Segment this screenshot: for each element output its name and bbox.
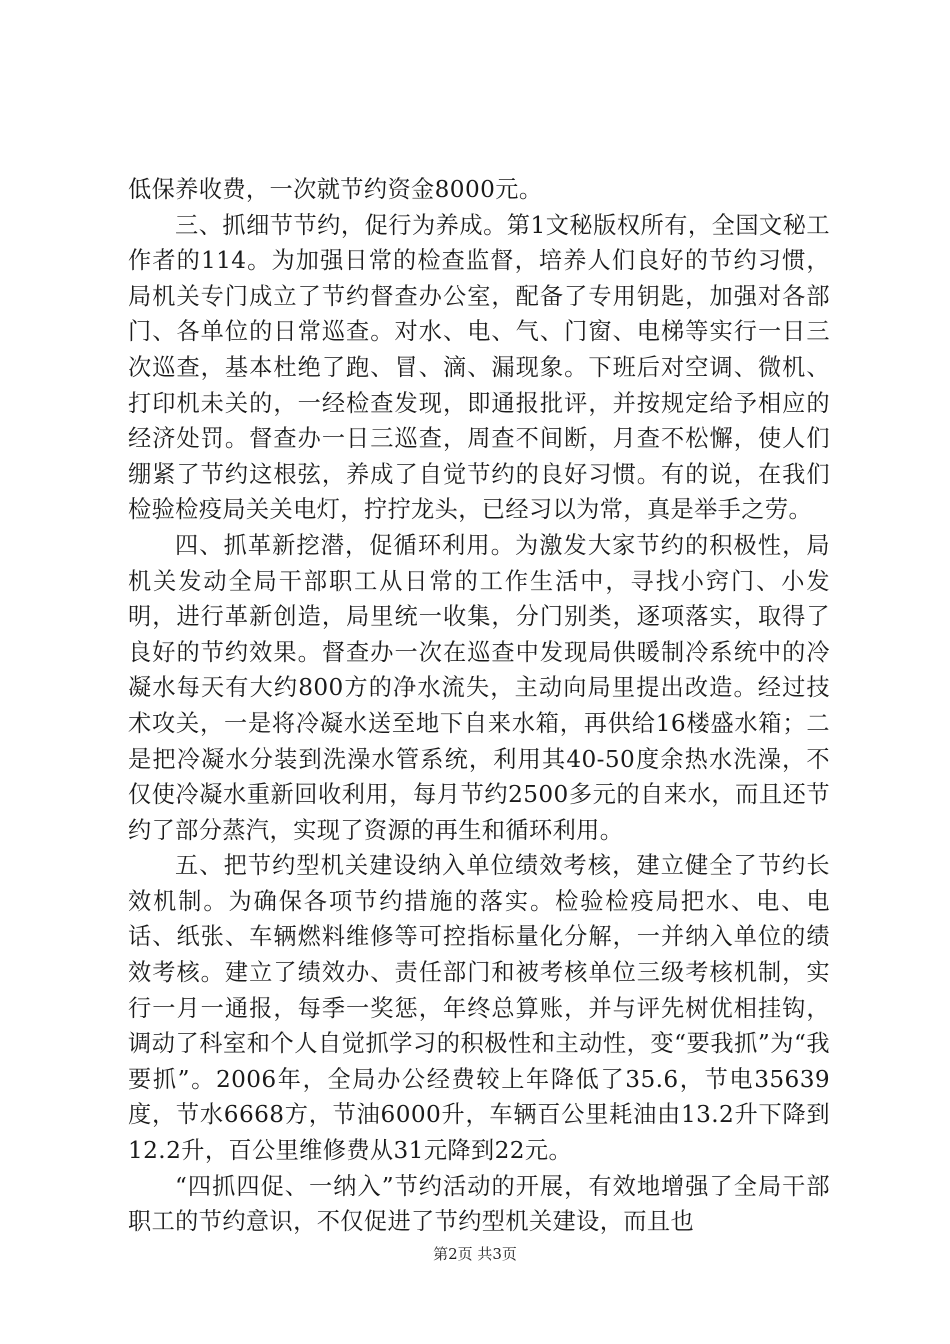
page-number-footer: 第2页 共3页 <box>433 1245 517 1263</box>
paragraph-section-four: 四、抓革新挖潜，促循环利用。为激发大家节约的积极性，局机关发动全局干部职工从日常的工作生活中，寻找小窍门、小发明，进行革新创造，局里统一收集，分门别类，逐项落实，取得了良好的节约效果。督查办一次在巡查中发现局供暖制冷系统中的冷凝水每天有大约800方的净水流失，主动向局里提出改造。经过技术攻关，一是将冷凝水送至地下自来水箱，再供给16楼盛水箱；二是把冷凝水分装到洗澡水管系统，利用其40-50度余热水洗澡，不仅使冷凝水重新回收利用，每月节约2500多元的自来水，而且还节约了部分蒸汽，实现了资源的再生和循环利用。 <box>128 531 830 844</box>
paragraph-section-five: 五、把节约型机关建设纳入单位绩效考核，建立健全了节约长效机制。为确保各项节约措施的落实。检验检疫局把水、电、电话、纸张、车辆燃料维修等可控指标量化分解，一并纳入单位的绩效考核。建立了绩效办、责任部门和被考核单位三级考核机制，实行一月一通报，每季一奖惩，年终总算账，并与评先树优相挂钩，调动了科室和个人自觉抓学习的积极性和主动性，变“要我抓”为“我要抓”。2006年，全局办公经费较上年降低了35.6，节电35639度，节水6668方，节油6000升，车辆百公里耗油由13.2升下降到12.2升，百公里维修费从31元降到22元。 <box>128 852 830 1165</box>
paragraph-summary: “四抓四促、一纳入”节约活动的开展，有效地增强了全局干部职工的节约意识，不仅促进了节约型机关建设，而且也 <box>128 1172 830 1236</box>
document-body <box>128 172 830 1240</box>
paragraph-continuation: 低保养收费，一次就节约资金8000元。 <box>128 176 543 203</box>
paragraph-section-three: 三、抓细节节约，促行为养成。第1文秘版权所有，全国文秘工作者的114。为加强日常的检查监督，培养人们良好的节约习惯，局机关专门成立了节约督查办公室，配备了专用钥匙，加强对各部门、各单位的日常巡查。对水、电、气、门窗、电梯等实行一日三次巡查，基本杜绝了跑、冒、滴、漏现象。下班后对空调、微机、打印机未关的，一经检查发现，即通报批评，并按规定给予相应的经济处罚。督查办一日三巡查，周查不间断，月查不松懈，使人们绷紧了节约这根弦，养成了自觉节约的良好习惯。有的说，在我们检验检疫局关关电灯，拧拧龙头，已经习以为常，真是举手之劳。 <box>128 211 830 524</box>
